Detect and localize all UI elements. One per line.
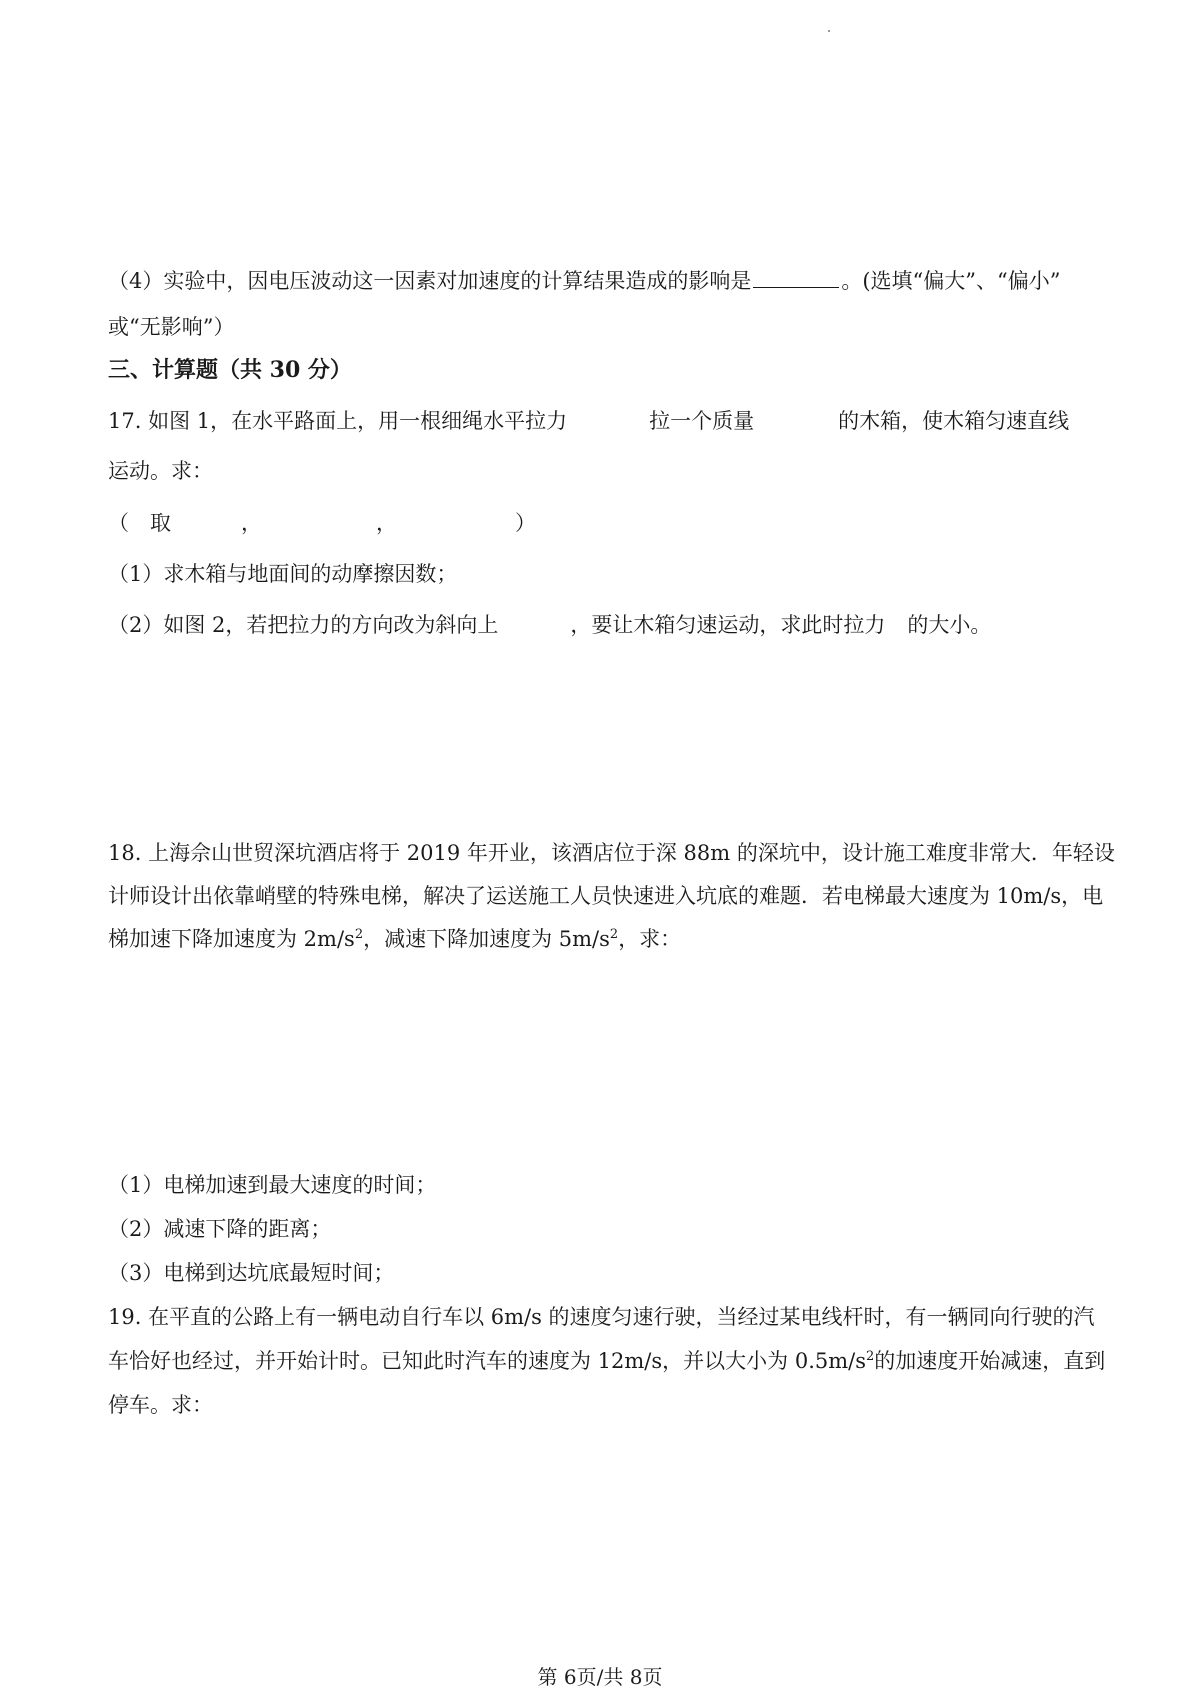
q16-part4-line1: （4）实验中，因电压波动这一因素对加速度的计算结果造成的影响是 。(选填“偏大”、“偏小” xyxy=(108,269,1061,293)
q19-line3: 停车。求： xyxy=(108,1393,213,1417)
q17-sub1: （1）求木箱与地面间的动摩擦因数； xyxy=(108,562,458,586)
q18-line1: 18. 上海佘山世贸深坑酒店将于 2019 年开业，该酒店位于深 88m 的深坑中，设计施工难度非常大．年轻设 xyxy=(108,841,1115,865)
q17-given: （ 取 ， ， ） xyxy=(108,511,536,535)
q18-sub2: （2）减速下降的距离； xyxy=(108,1217,332,1241)
q16-part4-line2: 或“无影响”） xyxy=(108,315,235,339)
q17-line2: 运动。求： xyxy=(108,459,213,483)
q17-line1: 17. 如图 1，在水平路面上，用一根细绳水平拉力 拉一个质量 的木箱，使木箱匀速直线 xyxy=(108,409,1070,433)
q18-line3: 梯加速下降加速度为 $2m/s^2$，减速下降加速度为 $5m/s^2$，求： xyxy=(108,927,682,951)
section-heading: 三、计算题（共 30 分） xyxy=(108,357,352,383)
q19-line2: 车恰好也经过，并开始计时。已知此时汽车的速度为 12m/s，并以大小为 $0.5m/s^2$的加速度开始减速，直到 xyxy=(108,1349,1106,1373)
page-footer: 第 6页/共 8页 xyxy=(537,1665,663,1689)
q18-sub3: （3）电梯到达坑底最短时间； xyxy=(108,1261,395,1285)
scan-speck xyxy=(828,30,830,32)
q19-line1: 19. 在平直的公路上有一辆电动自行车以 6m/s 的速度匀速行驶，当经过某电线杆时，有一辆同向行驶的汽 xyxy=(108,1305,1095,1329)
q18-sub1: （1）电梯加速到最大速度的时间； xyxy=(108,1173,437,1197)
answer-blank xyxy=(753,267,839,288)
q18-line2: 计师设计出依靠峭壁的特殊电梯，解决了运送施工人员快速进入坑底的难题．若电梯最大速度为 10m/s，电 xyxy=(108,884,1104,908)
q17-sub2: （2）如图 2，若把拉力的方向改为斜向上 ，要让木箱匀速运动，求此时拉力 的大小。 xyxy=(108,613,992,637)
